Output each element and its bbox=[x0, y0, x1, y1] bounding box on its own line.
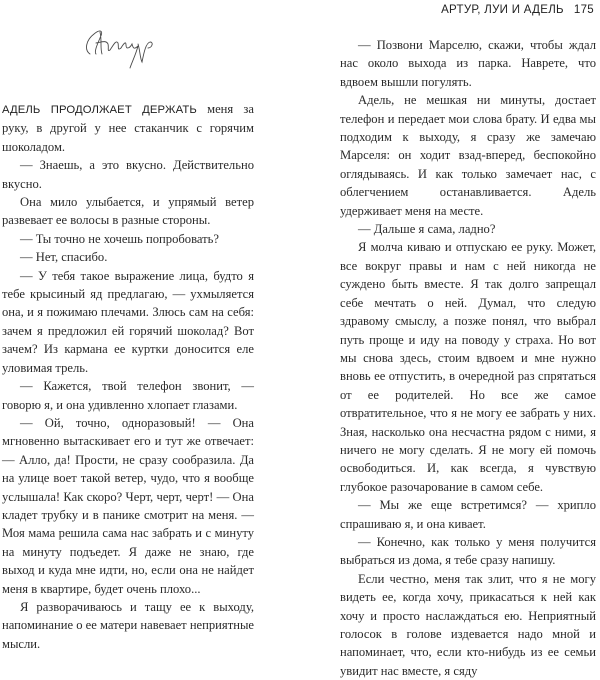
paragraph: — Ой, точно, одноразовый! — Она мгновенно вытаскивает его и тут же отвечает: — Алло, да! Прости, не сразу сообразила. Да на улице воет такой ветер, чудо, что я вообще услышала! Как скоро? Черт, черт, черт! — Она кладет трубку и в панике смотрит на меня. — Моя мама решила сама нас забрать и с минуту на минуту подъедет. Я даже не знаю, где выход и куда мне идти, но, если она не найдет меня в квартире, будет очень плохо... bbox=[2, 415, 254, 596]
paragraph: — Позвони Марселю, скажи, чтобы ждал нас около выхода из парка. Наврете, что вдвоем вышли погулять. bbox=[340, 38, 596, 89]
paragraph: — Мы же еще встретимся? — хрипло спрашиваю я, и она кивает. bbox=[340, 498, 596, 531]
paragraph: — Знаешь, а это вкусно. Действительно вкусно. bbox=[2, 158, 254, 191]
left-page-text bbox=[2, 100, 254, 653]
chapter-signature-artur bbox=[60, 10, 180, 70]
paragraph: Если честно, меня так злит, что я не могу видеть ее, когда хочу, прикасаться к ней как хочу и просто наслаждаться ею. Неприятный голосок в голове издевается надо мной и напоминает, что, если кто-нибудь из ее семьи увидит нас вместе, я сяду bbox=[340, 571, 596, 678]
paragraph: Она мило улыбается, и упрямый ветер развевает ее волосы в разные стороны. bbox=[2, 195, 254, 228]
left-page bbox=[0, 0, 300, 651]
paragraph: — Ты точно не хочешь попробовать? bbox=[20, 231, 219, 246]
paragraph: Я молча киваю и отпускаю ее руку. Может, все вокруг правы и нам с ней никогда не суждено быть вместе. Я так долго запрещал себе мечтать о ней. Думал, что следую здравому смыслу, а позже понял, что выбрал путь проще и иду на поводу у страха. Но вот мы снова здесь, стоим вдвоем и мне нужно вновь ее отпустить, в очередной раз спрятаться от ее родителей. Но все же самое отвратительное, что я не могу ее забрать у них. Зная, насколько она несчастна рядом с ними, я ничего не могу сделать. Я не могу ей помочь освободиться. И, как всегда, я чувствую глубокое разочарование в самом себе. bbox=[340, 240, 596, 494]
paragraph: АДЕЛЬ ПРОДОЛЖАЕТ ДЕРЖАТЬ меня за руку, в другой у нее стаканчик с горячим шоколадом. bbox=[2, 102, 254, 154]
paragraph: — Дальше я сама, ладно? bbox=[358, 222, 496, 237]
running-head bbox=[441, 4, 594, 16]
paragraph: — Кажется, твой телефон звонит, — говорю я, и она удивленно хлопает глазами. bbox=[2, 379, 254, 412]
paragraph: — У тебя такое выражение лица, будто я тебе крысиный яд предлагаю, — ухмыляется она, и я пожимаю плечами. Злюсь сам на себя: зачем я предложил ей горячий шоколад? Вот зачем? Из кармана ее куртки доносится еле уловимая трель. bbox=[2, 268, 254, 375]
page-number: 175 bbox=[573, 4, 594, 16]
running-head-title: АРТУР, ЛУИ И АДЕЛЬ bbox=[441, 4, 564, 16]
right-page-text bbox=[340, 36, 596, 680]
paragraph: — Нет, спасибо. bbox=[20, 250, 108, 265]
paragraph: Я разворачиваюсь и тащу ее к выходу, напоминание о ее матери навевает неприятные мысли. bbox=[2, 599, 255, 651]
right-page bbox=[300, 0, 600, 678]
chapter-lead-in: АДЕЛЬ ПРОДОЛЖАЕТ ДЕРЖАТЬ bbox=[2, 104, 197, 116]
paragraph: Адель, не мешкая ни минуты, достает телефон и передает мои слова брату. И едва мы подходим к выходу, я сразу же замечаю Марселя: он ходит взад-вперед, беспокойно оглядываясь. И как только замечает нас, с облегчением останавливается. Адель удерживает меня на месте. bbox=[340, 93, 596, 218]
paragraph: — Конечно, как только у меня получится выбраться из дома, я тебе сразу напишу. bbox=[340, 534, 596, 568]
